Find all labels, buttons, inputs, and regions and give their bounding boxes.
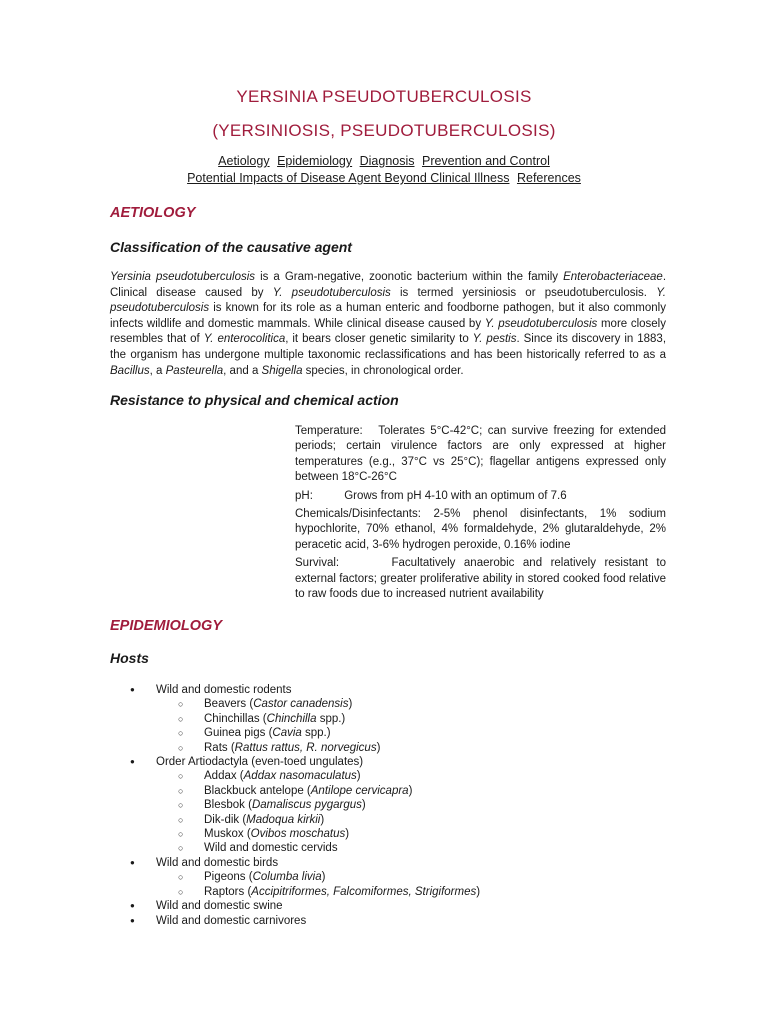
link-aetiology[interactable]: Aetiology <box>218 154 270 168</box>
resistance-survival: Survival: Facultatively anaerobic and relatively resistant to external factors; greater proliferative ability in stored cooked food relative to raw foods due to increased nutrient availability <box>295 557 666 601</box>
list-item: ● Wild and domestic birds <box>130 856 480 870</box>
list-item: ○ Rats (Rattus rattus, R. norvegicus) <box>130 741 480 755</box>
link-diagnosis[interactable]: Diagnosis <box>359 154 415 168</box>
link-prevention[interactable]: Prevention and Control <box>421 154 550 168</box>
list-item: ● Wild and domestic swine <box>130 899 480 913</box>
list-item: ○ Blesbok (Damaliscus pygargus) <box>130 798 480 812</box>
list-item: ○ Wild and domestic cervids <box>130 841 480 855</box>
list-item: ○ Beavers (Castor canadensis) <box>130 697 480 711</box>
classification-paragraph: Yersinia pseudotuberculosis is a Gram-negative, zoonotic bacterium within the family Enterobacteriaceae. Clinical disease caused by Y. pseudotuberculosis is termed yersiniosis or pseudotuberculosis. Y. pseudotuberculosis is known for its role as a human enteric and foodborne pathogen, but it also commonly infects wildlife and domestic mammals. While clinical disease caused by Y. pseudotuberculosis more closely resembles that of Y. enterocolitica, it bears closer genetic similarity to Y. pestis. Since its discovery in 1883, the organism has undergone multiple taxonomic reclassifications and has been historically referred to as a Bacillus, a Pasteurella, and a Shigella species, in chronological order. <box>110 271 667 377</box>
list-item: ○ Blackbuck antelope (Antilope cervicapra) <box>130 784 480 798</box>
classification-heading: Classification of the causative agent <box>110 239 352 255</box>
list-item: ○ Muskox (Ovibos moschatus) <box>130 827 480 841</box>
section-links-row-2 <box>0 171 768 185</box>
section-links-row-1 <box>0 154 768 168</box>
list-item: ○ Chinchillas (Chinchilla spp.) <box>130 712 480 726</box>
document-title: YERSINIA PSEUDOTUBERCULOSIS <box>236 87 532 106</box>
list-item: ○ Guinea pigs (Cavia spp.) <box>130 726 480 740</box>
resistance-table <box>295 424 666 605</box>
list-item: ● Wild and domestic rodents <box>130 683 480 697</box>
epidemiology-heading: EPIDEMIOLOGY <box>110 618 222 634</box>
list-item: ○ Raptors (Accipitriformes, Falcomiformes, Strigiformes) <box>130 885 480 899</box>
hosts-heading: Hosts <box>110 650 149 666</box>
document-subtitle: (YERSINIOSIS, PSEUDOTUBERCULOSIS) <box>212 121 556 140</box>
list-item: ● Wild and domestic carnivores <box>130 914 480 928</box>
list-item: ○ Addax (Addax nasomaculatus) <box>130 769 480 783</box>
resistance-ph: pH: Grows from pH 4-10 with an optimum of 7.6 <box>295 489 567 502</box>
resistance-heading: Resistance to physical and chemical action <box>110 392 399 408</box>
link-impacts[interactable]: Potential Impacts of Disease Agent Beyond Clinical Illness <box>187 171 510 185</box>
link-epidemiology[interactable]: Epidemiology <box>277 154 353 168</box>
resistance-chemicals: Chemicals/Disinfectants: 2-5% phenol disinfectants, 1% sodium hypochlorite, 70% ethanol, 4% formaldehyde, 2% glutaraldehyde, 2% peracetic acid, 3-6% hydrogen peroxide, 0.16% iodine <box>295 508 666 551</box>
resistance-temperature: Temperature: Tolerates 5°C-42°C; can survive freezing for extended periods; certain virulence factors are only expressed at higher temperatures (e.g., 37°C vs 25°C); flagellar antigens expressed only between 18°C-26°C <box>295 425 666 484</box>
hosts-list <box>130 683 480 928</box>
list-item: ○ Pigeons (Columba livia) <box>130 870 480 884</box>
link-references[interactable]: References <box>516 171 581 185</box>
list-item: ● Order Artiodactyla (even-toed ungulates) <box>130 755 480 769</box>
aetiology-heading: AETIOLOGY <box>110 205 196 221</box>
list-item: ○ Dik-dik (Madoqua kirkii) <box>130 813 480 827</box>
